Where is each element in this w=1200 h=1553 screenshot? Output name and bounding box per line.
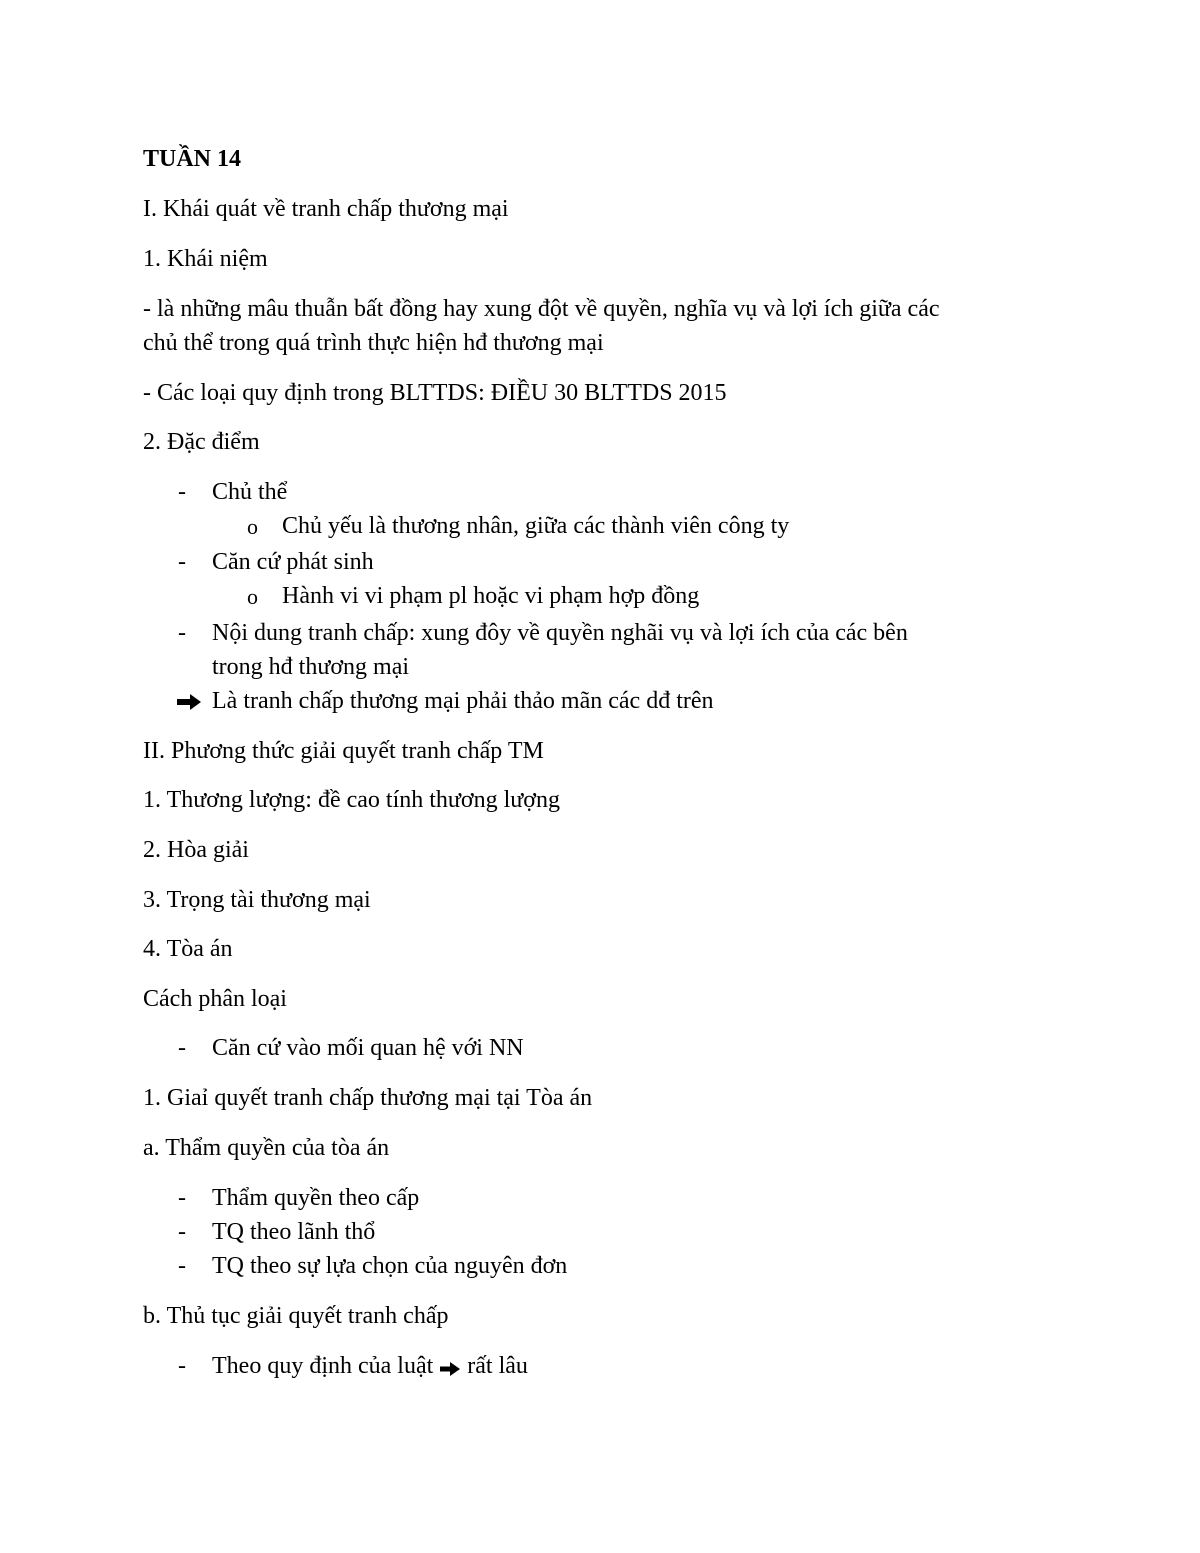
- dash-bullet: -: [178, 1185, 186, 1211]
- jurisdiction-by-choice: TQ theo sự lựa chọn của nguyên đơn: [212, 1253, 568, 1279]
- procedure-item: [212, 1349, 528, 1384]
- conclusion-line: Là tranh chấp thương mại phải thảo mãn các dđ trên: [212, 688, 714, 714]
- jurisdiction-by-territory: TQ theo lãnh thổ: [212, 1219, 376, 1245]
- method-court: 4. Tòa án: [143, 936, 233, 962]
- jurisdiction-heading: a. Thẩm quyền của tòa án: [143, 1135, 390, 1161]
- subheading-features: 2. Đặc điểm: [143, 429, 260, 455]
- jurisdiction-by-level: Thẩm quyền theo cấp: [212, 1185, 420, 1211]
- subheading-concept: 1. Khái niệm: [143, 246, 268, 272]
- method-negotiation: 1. Thương lượng: đề cao tính thương lượng: [143, 787, 560, 813]
- right-arrow-icon: [439, 1350, 461, 1384]
- feature-content-line-2: trong hđ thương mại: [212, 654, 410, 680]
- dash-bullet: -: [178, 1253, 186, 1279]
- section-heading-general: I. Khái quát về tranh chấp thương mại: [143, 196, 509, 222]
- feature-subject: Chủ thể: [212, 479, 288, 505]
- classification-item: Căn cứ vào mối quan hệ với NN: [212, 1035, 524, 1061]
- method-mediation: 2. Hòa giải: [143, 837, 249, 863]
- court-resolution-heading: 1. Giaỉ quyết tranh chấp thương mại tại Tòa án: [143, 1085, 593, 1111]
- feature-basis-detail: Hành vi vi phạm pl hoặc vi phạm hợp đồng: [282, 583, 700, 609]
- definition-line-1: - là những mâu thuẫn bất đồng hay xung đột về quyền, nghĩa vụ và lợi ích giữa các: [143, 296, 940, 322]
- procedure-heading: b. Thủ tục giải quyết tranh chấp: [143, 1303, 449, 1329]
- dash-bullet: -: [178, 1353, 186, 1379]
- dash-bullet: -: [178, 620, 186, 646]
- page-title: TUẦN 14: [143, 146, 242, 172]
- types-line: - Các loại quy định trong BLTTDS: ĐIỀU 30 BLTTDS 2015: [143, 380, 727, 406]
- procedure-item-text: Theo quy định của luật: [212, 1353, 434, 1379]
- section-heading-methods: II. Phương thức giải quyết tranh chấp TM: [143, 738, 544, 764]
- feature-content-line-1: Nội dung tranh chấp: xung đôy về quyền nghãi vụ và lợi ích của các bên: [212, 620, 908, 646]
- feature-basis: Căn cứ phát sinh: [212, 549, 374, 575]
- definition-line-2: chủ thể trong quá trình thực hiện hđ thương mại: [143, 330, 604, 356]
- procedure-item-result: rất lâu: [467, 1353, 528, 1379]
- dash-bullet: -: [178, 1219, 186, 1245]
- feature-subject-detail: Chủ yếu là thương nhân, giữa các thành viên công ty: [282, 513, 790, 539]
- circle-bullet: o: [247, 584, 258, 609]
- dash-bullet: -: [178, 1035, 186, 1061]
- dash-bullet: -: [178, 479, 186, 505]
- right-arrow-icon: [176, 684, 202, 718]
- classification-heading: Cách phân loại: [143, 986, 287, 1012]
- dash-bullet: -: [178, 549, 186, 575]
- method-arbitration: 3. Trọng tài thương mại: [143, 887, 371, 913]
- circle-bullet: o: [247, 514, 258, 539]
